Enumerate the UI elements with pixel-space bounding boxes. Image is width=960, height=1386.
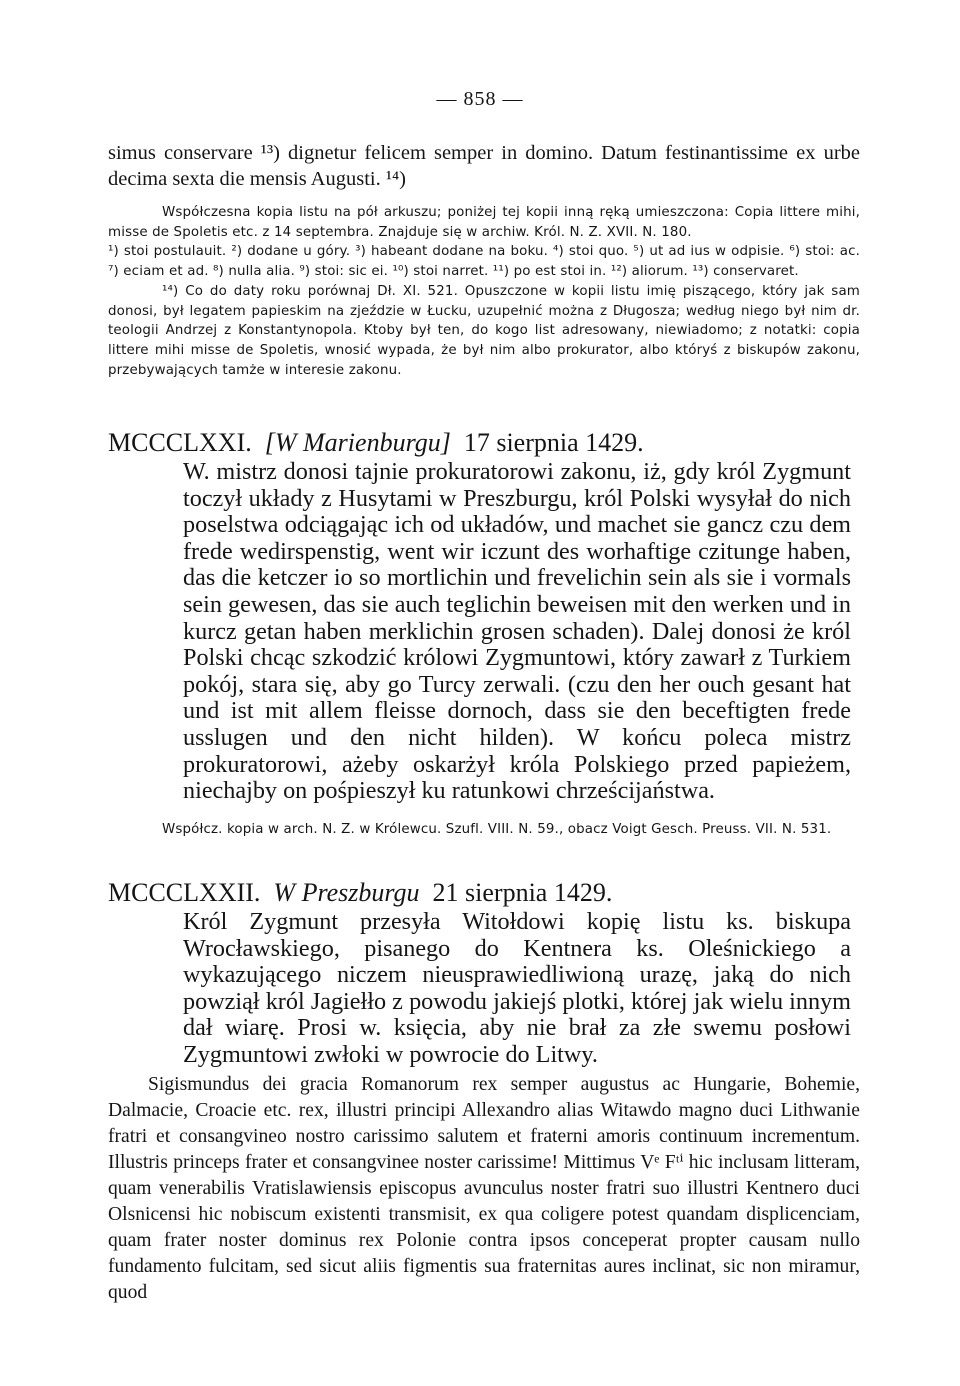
document-place: [W Marienburgu] [264, 428, 451, 457]
document-source-note-1271: Współcz. kopia w arch. N. Z. w Królewcu. Szufl. VIII. N. 59., obacz Voigt Gesch. Preuss. VII. N. 531. [162, 822, 832, 837]
document-heading-1271 [108, 427, 644, 459]
document-regest-1271: W. mistrz donosi tajnie prokuratorowi zakonu, iż, gdy król Zygmunt toczył układy z Husytami w Preszburgu, król Polski wysyłał do nich poselstwa odciągając ich od układów, und machet sie gancz czu dem frede wedirspenstig, went wir iczunt des worhaftige czitunge haben, das die ketczer io so mortlichin und frevelichin sein als sie i vormals sein gewesen, das sie auch teglichin beweisen mit den werken und in kurcz getan haben merklichin grosen schaden). Dalej donosi że król Polski chcąc szkodzić królowi Zygmuntowi, który zawarł z Turkiem pokój, stara się, aby go Turcy zerwali. (czu den her ouch gesant hat und ist mit allem fleisse dornoch, dass sie den beceftigten frede usslugen und den nicht hilden). W końcu poleca mistrz prokuratorowi, ażeby oskarżył króla Polskiego przed papieżem, niechajby on pośpieszył ku ratunkowi chrześcijaństwa. [183, 458, 851, 805]
footnotes-previous-document [108, 203, 860, 380]
document-text-1272 [108, 1072, 860, 1306]
page-number: — 858 — [436, 88, 524, 110]
letter-closing-text: simus conservare ¹³) dignetur felicem semper in domino. Datum festinantissime ex urbe decima sexta die mensis Augusti. ¹⁴) [108, 142, 860, 190]
document-place: W Preszburgu [273, 878, 420, 907]
footnote-14: ¹⁴) Co do daty roku porównaj Dł. XI. 521. Opuszczone w kopii listu imię piszącego, który jak sam donosi, był legatem papieskim na zjeździe w Łucku, uzupełnić można z Długosza; według niego był nim dr. teologii Andrzej z Konstantynopola. Ktoby był ten, do kogo list adresowany, niewiadomo; z notatki: copia littere mihi misse de Spoletis, wnosić wypada, że był nim albo prokurator, albo któryś z biskupów zakonu, przebywających tamże w interesie zakonu. [108, 283, 860, 378]
document-heading-1272 [108, 877, 612, 909]
document-date: 17 sierpnia 1429. [463, 428, 644, 457]
document-number: MCCCLXXI. [108, 428, 252, 457]
document-number: MCCCLXXII. [108, 878, 261, 907]
document-regest-1272: Król Zygmunt przesyła Witołdowi kopię listu ks. biskupa Wrocławskiego, pisanego do Kentnera ks. Oleśnickiego a wykazującego niczem nieusprawiedliwioną urazę, jaką do nich powziął król Jagiełło z powodu jakiejś plotki, której jak wielu innym dał wiarę. Prosi w. księcia, aby nie brał za złe swemu posłowi Zygmuntowi zwłoki w powrocie do Litwy. [183, 908, 851, 1068]
document-date: 21 sierpnia 1429. [432, 878, 613, 907]
latin-letter-text: Sigismundus dei gracia Romanorum rex semper augustus ac Hungarie, Bohemie, Dalmacie, Croacie etc. rex, illustri principi Allexandro alias Witawdo magno duci Lithwanie fratri et consangvineo nostro carissimo salutem et fraterni amoris continuum incrementum. Illustris princeps frater et consangvinee noster carissime! Mittimus Vᵉ Fᵗⁱ hic inclusam litteram, quam venerabilis Vratislawiensis episcopus avunculus noster fratri suo illustri Kentnero duci Olsnicensi hic nobiscum existenti transmisit, ex qua coligere potest quandam displicenciam, quam frater noster dominus rex Polonie contra ipsos conceperat propter causam nullo fundamento fulcitam, sed sicut aliis figmentis sua fraternitas aures inclinat, sic non miramur, quod [108, 1074, 860, 1303]
source-note: Współczesna kopia listu na pół arkuszu; poniżej tej kopii inną ręką umieszczona: Copia littere mihi, misse de Spoletis etc. z 14 septembra. Znajduje się w archiw. Król. N. Z. XVII. N. 180. [108, 205, 860, 240]
variant-notes: ¹) stoi postulauit. ²) dodane u góry. ³) habeant dodane na boku. ⁴) stoi quo. ⁵) ut ad ius w odpisie. ⁶) stoi: ac. ⁷) eciam et ad. ⁸) nulla alia. ⁹) stoi: sic ei. ¹⁰) stoi narret. ¹¹) po est stoi in. ¹²) aliorum. ¹³) conservaret. [108, 244, 860, 280]
